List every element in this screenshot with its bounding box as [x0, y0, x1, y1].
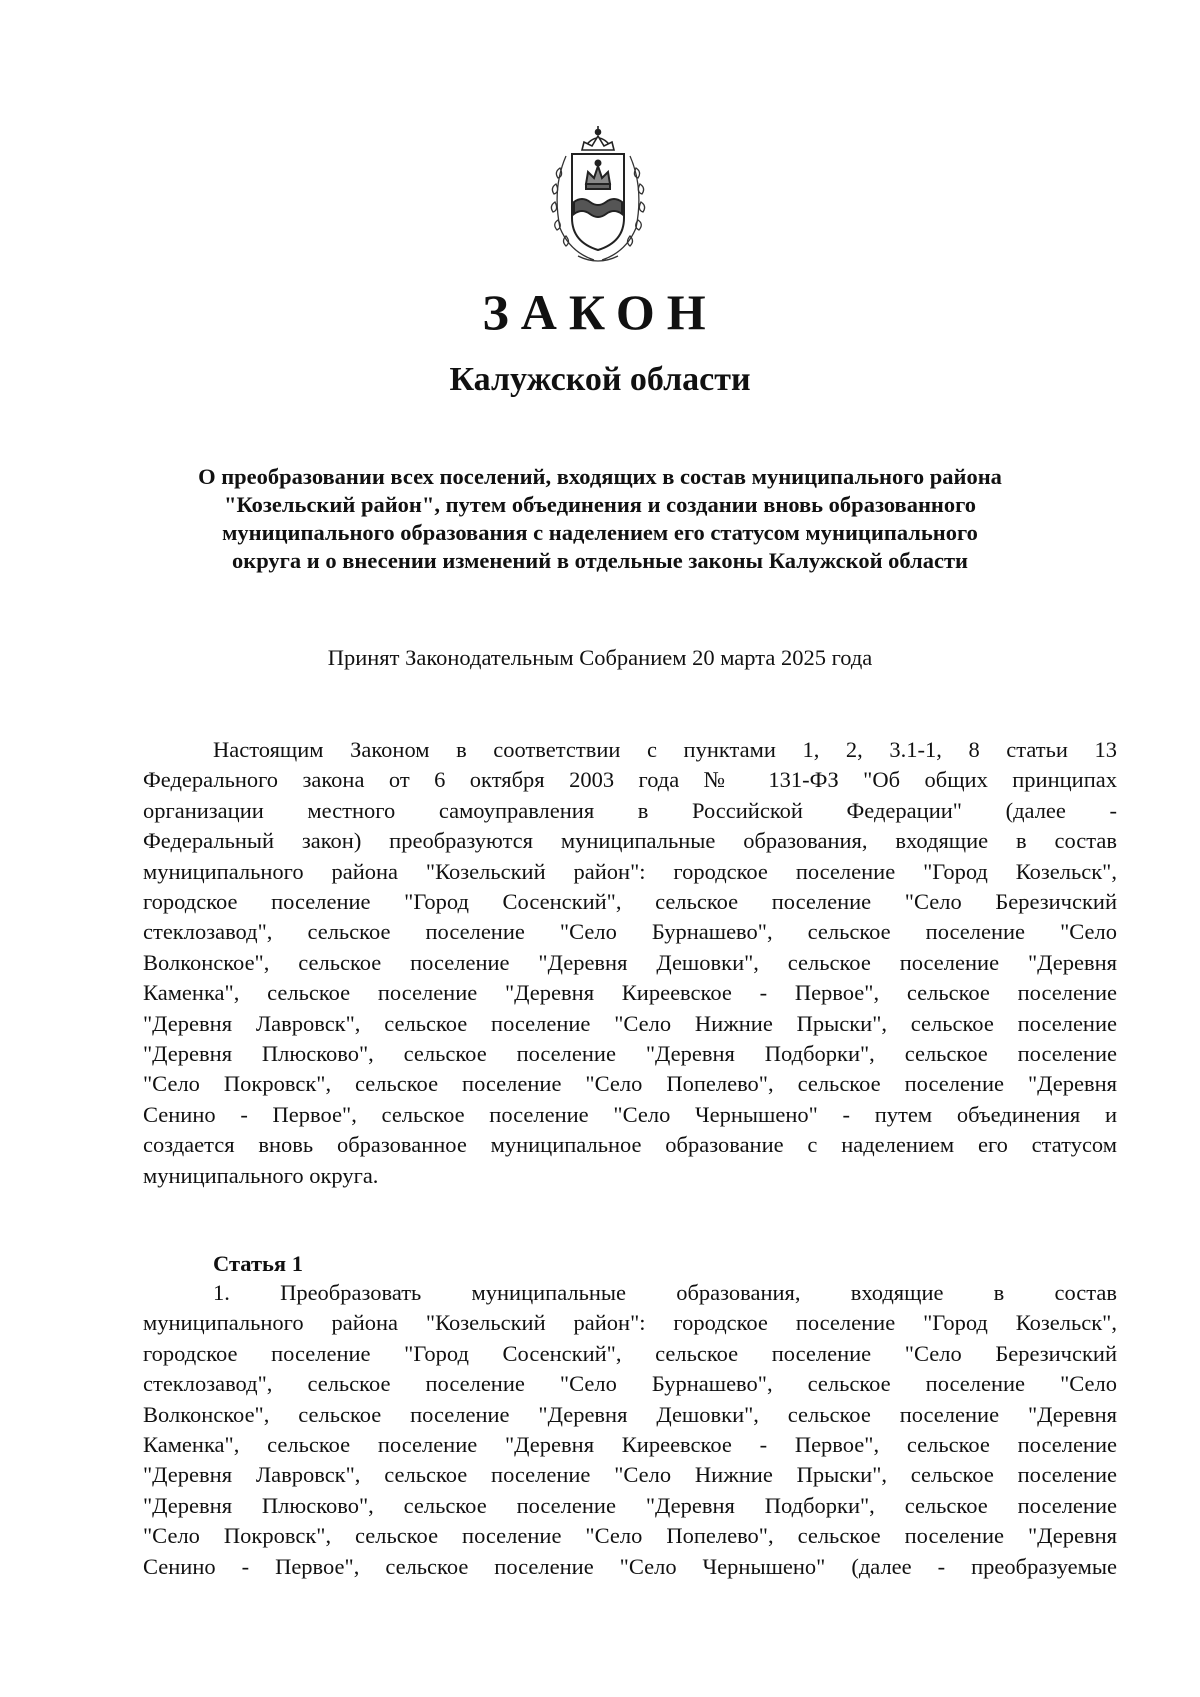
preamble-line: создается вновь образованное муниципальное образование с наделением его статусом [143, 1132, 1117, 1158]
law-title-line: муниципального образования с наделением его статусом муниципального [222, 520, 978, 545]
article-line: Волконское", сельское поселение "Деревня Дешовки", сельское поселение "Деревня [143, 1401, 1117, 1427]
preamble-line: Каменка", сельское поселение "Деревня Киреевское - Первое", сельское поселение [143, 980, 1117, 1006]
article-line: городское поселение "Город Сосенский", сельское поселение "Село Березичский [143, 1340, 1117, 1366]
law-title-line: О преобразовании всех поселений, входящих в состав муниципального района [198, 464, 1002, 489]
coat-of-arms-emblem [538, 118, 658, 268]
preamble-line: городское поселение "Город Сосенский", сельское поселение "Село Березичский [143, 889, 1117, 915]
preamble-line: организации местного самоуправления в Российской Федерации" (далее - [143, 797, 1117, 823]
article-line: муниципального района "Козельский район": городское поселение "Город Козельск", [143, 1310, 1117, 1336]
preamble-line: "Село Покровск", сельское поселение "Село Попелево", сельское поселение "Деревня [143, 1071, 1117, 1097]
article-line: 1. Преобразовать муниципальные образования, входящие в состав [213, 1280, 1117, 1305]
article-line: "Деревня Плюсково", сельское поселение "Деревня Подборки", сельское поселение [143, 1492, 1117, 1518]
document-title: ЗАКОН [482, 284, 718, 340]
adoption-note: Принят Законодательным Собранием 20 марта 2025 года [327, 645, 873, 670]
preamble-line: Волконское", сельское поселение "Деревня Дешовки", сельское поселение "Деревня [143, 949, 1117, 975]
article-line: Каменка", сельское поселение "Деревня Киреевское - Первое", сельское поселение [143, 1432, 1117, 1458]
document-subtitle: Калужской области [449, 361, 751, 398]
article-line: "Село Покровск", сельское поселение "Село Попелево", сельское поселение "Деревня [143, 1523, 1117, 1549]
article-1-paragraph [143, 1278, 1117, 1582]
article-line: стеклозавод", сельское поселение "Село Бурнашево", сельское поселение "Село [143, 1371, 1117, 1397]
law-title-line: округа и о внесении изменений в отдельные законы Калужской области [232, 548, 968, 573]
preamble-line: Федеральный закон) преобразуются муниципальные образования, входящие в состав [143, 828, 1117, 854]
article-line: Сенино - Первое", сельское поселение "Село Чернышено" (далее - преобразуемые [143, 1553, 1117, 1579]
preamble-line: "Деревня Лавровск", сельское поселение "Село Нижние Прыски", сельское поселение [143, 1010, 1117, 1036]
article-1-heading: Статья 1 [213, 1251, 303, 1276]
preamble-line: муниципального района "Козельский район": городское поселение "Город Козельск", [143, 858, 1117, 884]
law-title [140, 463, 1060, 575]
article-line: "Деревня Лавровск", сельское поселение "Село Нижние Прыски", сельское поселение [143, 1462, 1117, 1488]
preamble-line: "Деревня Плюсково", сельское поселение "Деревня Подборки", сельское поселение [143, 1041, 1117, 1067]
preamble-line: Сенино - Первое", сельское поселение "Село Чернышено" - путем объединения и [143, 1101, 1117, 1127]
law-title-line: "Козельский район", путем объединения и создании вновь образованного [223, 492, 977, 517]
preamble-line: стеклозавод", сельское поселение "Село Бурнашево", сельское поселение "Село [143, 919, 1117, 945]
preamble-line: муниципального округа. [143, 1162, 379, 1188]
preamble-line: Настоящим Законом в соответствии с пунктами 1, 2, 3.1-1, 8 статьи 13 [213, 737, 1117, 762]
preamble-paragraph [143, 735, 1117, 1191]
preamble-line: Федерального закона от 6 октября 2003 года № 131-ФЗ "Об общих принципах [143, 767, 1117, 793]
